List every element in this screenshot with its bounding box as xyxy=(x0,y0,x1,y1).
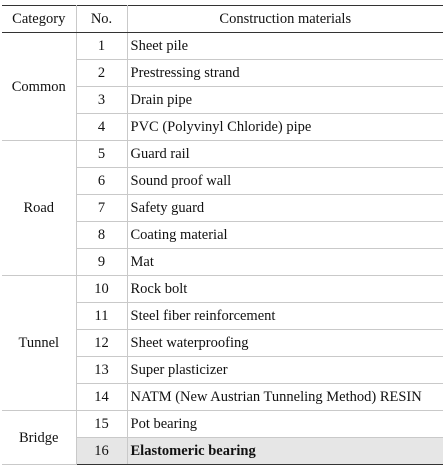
row-number-cell: 7 xyxy=(76,195,127,222)
material-name-cell: PVC (Polyvinyl Chloride) pipe xyxy=(127,114,443,141)
header-row xyxy=(2,6,443,33)
material-name-cell: Mat xyxy=(127,249,443,276)
row-number-cell: 14 xyxy=(76,384,127,411)
material-name-cell: Elastomeric bearing xyxy=(127,438,443,465)
material-name-cell: Sheet waterproofing xyxy=(127,330,443,357)
row-number-cell: 16 xyxy=(76,438,127,465)
material-name-cell: Safety guard xyxy=(127,195,443,222)
row-number-cell: 11 xyxy=(76,303,127,330)
category-cell: Bridge xyxy=(2,411,76,465)
table-body xyxy=(2,33,443,465)
material-name-cell: Guard rail xyxy=(127,141,443,168)
row-number-cell: 13 xyxy=(76,357,127,384)
material-name-cell: Sheet pile xyxy=(127,33,443,60)
material-name-cell: NATM (New Austrian Tunneling Method) RESIN xyxy=(127,384,443,411)
row-number-cell: 2 xyxy=(76,60,127,87)
row-number-cell: 1 xyxy=(76,33,127,60)
header-construction-materials: Construction materials xyxy=(127,6,443,33)
header-no: No. xyxy=(76,6,127,33)
header-category: Category xyxy=(2,6,76,33)
table-row xyxy=(2,411,443,438)
category-cell: Road xyxy=(2,141,76,276)
material-name-cell: Coating material xyxy=(127,222,443,249)
row-number-cell: 9 xyxy=(76,249,127,276)
category-cell: Common xyxy=(2,33,76,141)
row-number-cell: 8 xyxy=(76,222,127,249)
row-number-cell: 6 xyxy=(76,168,127,195)
table-row xyxy=(2,33,443,60)
table-header xyxy=(2,6,443,33)
row-number-cell: 15 xyxy=(76,411,127,438)
material-name-cell: Prestressing strand xyxy=(127,60,443,87)
material-name-cell: Super plasticizer xyxy=(127,357,443,384)
material-name-cell: Steel fiber reinforcement xyxy=(127,303,443,330)
material-name-cell: Pot bearing xyxy=(127,411,443,438)
row-number-cell: 5 xyxy=(76,141,127,168)
category-cell: Tunnel xyxy=(2,276,76,411)
material-name-cell: Sound proof wall xyxy=(127,168,443,195)
construction-materials-table xyxy=(2,5,443,465)
row-number-cell: 10 xyxy=(76,276,127,303)
material-name-cell: Rock bolt xyxy=(127,276,443,303)
row-number-cell: 12 xyxy=(76,330,127,357)
table-row xyxy=(2,141,443,168)
table-row xyxy=(2,276,443,303)
material-name-cell: Drain pipe xyxy=(127,87,443,114)
row-number-cell: 4 xyxy=(76,114,127,141)
row-number-cell: 3 xyxy=(76,87,127,114)
